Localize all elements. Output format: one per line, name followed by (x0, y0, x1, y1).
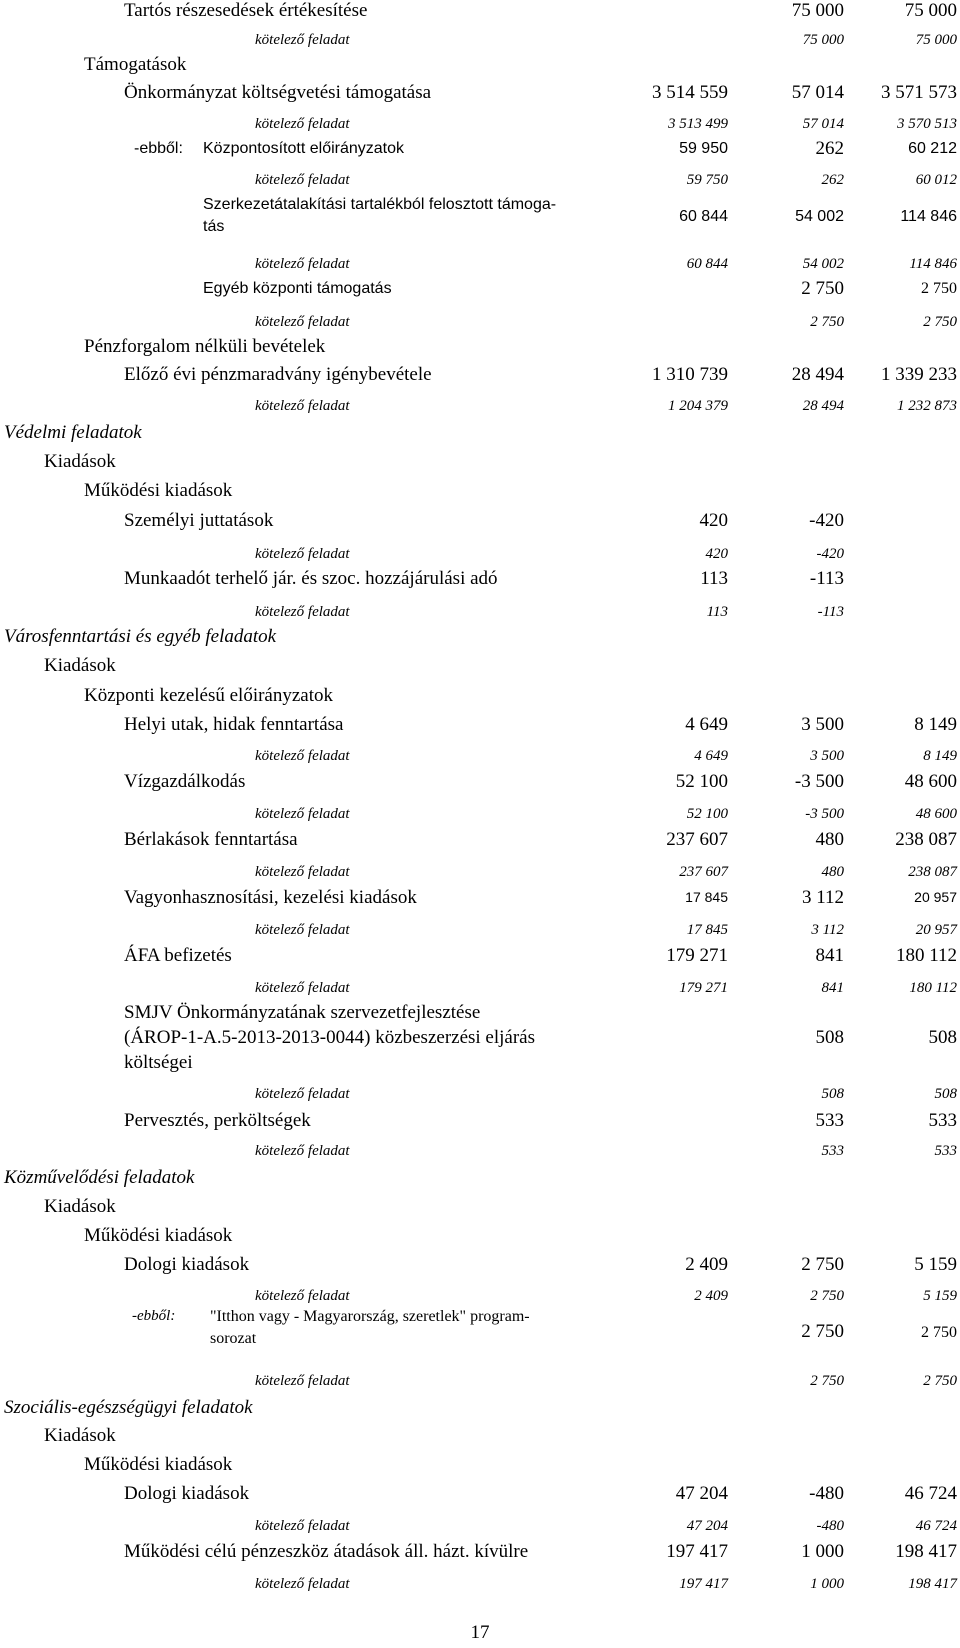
value-original: 47 204 (686, 1518, 728, 1534)
value-change: 533 (815, 1110, 844, 1131)
value-original: 4 649 (694, 748, 728, 764)
value-original: 17 845 (686, 922, 728, 938)
value-original: 113 (706, 604, 728, 620)
value-modified: 48 600 (904, 771, 957, 792)
row-label: Kiadások (44, 451, 116, 472)
value-modified: 2 750 (923, 1373, 957, 1389)
row-label: kötelező feladat (255, 748, 350, 764)
value-original: 2 409 (685, 1254, 728, 1275)
value-original: 179 271 (666, 945, 728, 966)
row-label: Személyi juttatások (124, 510, 274, 531)
row-label: Vízgazdálkodás (124, 771, 246, 792)
value-original: 420 (705, 546, 728, 562)
row-label: Védelmi feladatok (4, 422, 142, 443)
row-label: kötelező feladat (255, 172, 350, 188)
value-change: 3 500 (810, 748, 844, 764)
value-original: 59 750 (686, 172, 728, 188)
value-change: 1 000 (810, 1576, 844, 1592)
value-change: 57 014 (791, 82, 844, 103)
value-original: 1 310 739 (652, 364, 728, 385)
table-row (0, 1308, 960, 1356)
row-label: kötelező feladat (255, 256, 350, 272)
value-modified: 60 012 (915, 172, 957, 188)
value-original: 60 844 (679, 208, 728, 225)
value-change: 75 000 (791, 0, 844, 21)
value-modified: 2 750 (921, 1324, 957, 1341)
value-original: 3 514 559 (652, 82, 728, 103)
value-modified: 2 750 (921, 280, 957, 297)
value-modified: 75 000 (904, 0, 957, 21)
value-change: 28 494 (791, 364, 844, 385)
value-original: 237 607 (666, 829, 728, 850)
value-modified: 3 571 573 (881, 82, 957, 103)
table-row (0, 1002, 960, 1078)
value-modified: 75 000 (915, 32, 957, 48)
row-label: kötelező feladat (255, 314, 350, 330)
row-label: kötelező feladat (255, 1373, 350, 1389)
row-label: Támogatások (84, 54, 187, 75)
value-original: 59 950 (679, 140, 728, 157)
value-original: 2 409 (694, 1288, 728, 1304)
row-label-line-3: költségei (124, 1052, 193, 1073)
row-label: kötelező feladat (255, 1143, 350, 1159)
value-change: 2 750 (810, 1373, 844, 1389)
value-change: -113 (817, 604, 844, 620)
row-label: Központosított előirányzatok (203, 140, 405, 157)
value-change: 57 014 (802, 116, 844, 132)
value-original: 60 844 (686, 256, 728, 272)
row-label: kötelező feladat (255, 116, 350, 132)
row-label: Dologi kiadások (124, 1483, 250, 1504)
value-modified: 60 212 (908, 140, 957, 157)
value-change: 3 112 (801, 887, 844, 908)
value-modified: 508 (934, 1086, 957, 1102)
value-change: -3 500 (794, 771, 844, 792)
value-change: -420 (816, 546, 844, 562)
row-label-line-2: tás (203, 218, 225, 235)
row-label: kötelező feladat (255, 806, 350, 822)
row-label: Pervesztés, perköltségek (124, 1110, 311, 1131)
row-label: kötelező feladat (255, 546, 350, 562)
value-original: 17 845 (685, 889, 728, 905)
value-change: 2 750 (801, 278, 844, 299)
value-change: -3 500 (805, 806, 844, 822)
value-change: 2 750 (810, 314, 844, 330)
row-label: Működési kiadások (84, 480, 233, 501)
value-modified: 114 846 (909, 256, 957, 272)
table-row (0, 196, 960, 242)
value-modified: 114 846 (900, 208, 957, 225)
row-label: Tartós részesedések értékesítése (124, 0, 368, 21)
value-original: 47 204 (675, 1483, 728, 1504)
row-label: kötelező feladat (255, 604, 350, 620)
row-label: kötelező feladat (255, 980, 350, 996)
row-label: Városfenntartási és egyéb feladatok (4, 626, 277, 647)
row-label: Kiadások (44, 655, 116, 676)
value-change: -420 (809, 510, 844, 531)
value-modified: 180 112 (909, 980, 957, 996)
value-change: 480 (815, 829, 844, 850)
value-change: -480 (809, 1483, 844, 1504)
value-modified: 8 149 (923, 748, 957, 764)
row-label-line-2: (ÁROP-1-A.5-2013-2013-0044) közbeszerzési eljárás (124, 1027, 536, 1048)
value-original: 113 (700, 568, 728, 589)
page-number: 17 (470, 1622, 490, 1643)
value-modified: 1 339 233 (881, 364, 957, 385)
row-label: Szociális-egészségügyi feladatok (4, 1397, 253, 1418)
value-modified: 2 750 (923, 314, 957, 330)
value-modified: 238 087 (895, 829, 957, 850)
row-label: Működési kiadások (84, 1225, 233, 1246)
value-change: 75 000 (802, 32, 844, 48)
ebbol-prefix: -ebből: (132, 1308, 176, 1324)
value-change: 3 500 (801, 714, 844, 735)
value-original: 52 100 (675, 771, 728, 792)
row-label: Dologi kiadások (124, 1254, 250, 1275)
row-label: Előző évi pénzmaradvány igénybevétele (124, 364, 432, 385)
row-label: Helyi utak, hidak fenntartása (124, 714, 344, 735)
value-modified: 1 232 873 (897, 398, 957, 414)
value-modified: 198 417 (895, 1541, 957, 1562)
value-change: 841 (821, 980, 844, 996)
row-label: Önkormányzat költségvetési támogatása (124, 82, 432, 103)
ebbol-prefix: -ebből: (134, 140, 183, 157)
value-change: 54 002 (795, 208, 844, 225)
value-modified: 46 724 (904, 1483, 957, 1504)
row-label-line-1: Szerkezetátalakítási tartalékból felosztott támoga- (203, 196, 557, 213)
value-change: 54 002 (802, 256, 844, 272)
row-label: Vagyonhasznosítási, kezelési kiadások (124, 887, 417, 908)
value-modified: 238 087 (908, 864, 957, 880)
value-modified: 20 957 (914, 889, 957, 905)
value-change: 841 (815, 945, 844, 966)
row-label: Működési kiadások (84, 1454, 233, 1475)
value-change: -113 (809, 568, 844, 589)
row-label: kötelező feladat (255, 398, 350, 414)
value-original: 1 204 379 (668, 398, 728, 414)
value-change: 2 750 (810, 1288, 844, 1304)
value-change: 508 (821, 1086, 844, 1102)
value-change: 508 (815, 1027, 844, 1048)
value-modified: 3 570 513 (897, 116, 957, 132)
row-label: kötelező feladat (255, 1086, 350, 1102)
value-modified: 533 (934, 1143, 957, 1159)
value-original: 4 649 (685, 714, 728, 735)
value-modified: 533 (928, 1110, 957, 1131)
value-change: 480 (821, 864, 844, 880)
value-change: 533 (821, 1143, 844, 1159)
row-label: Működési célú pénzeszköz átadások áll. házt. kívülre (124, 1541, 529, 1562)
value-change: 1 000 (801, 1541, 844, 1562)
value-change: 28 494 (802, 398, 844, 414)
row-label-line-1: SMJV Önkormányzatának szervezetfejlesztése (124, 1002, 481, 1023)
value-modified: 48 600 (915, 806, 957, 822)
value-modified: 180 112 (895, 945, 957, 966)
row-label: Kiadások (44, 1196, 116, 1217)
row-label: kötelező feladat (255, 1518, 350, 1534)
value-original: 197 417 (666, 1541, 728, 1562)
value-original: 237 607 (679, 864, 728, 880)
row-label: kötelező feladat (255, 1576, 350, 1592)
value-original: 420 (699, 510, 728, 531)
row-label: Pénzforgalom nélküli bevételek (84, 336, 326, 357)
row-label: kötelező feladat (255, 32, 350, 48)
value-change: 3 112 (811, 922, 844, 938)
value-original: 52 100 (686, 806, 728, 822)
value-modified: 5 159 (914, 1254, 957, 1275)
row-label: kötelező feladat (255, 1288, 350, 1304)
row-label: Kiadások (44, 1425, 116, 1446)
value-modified: 8 149 (914, 714, 957, 735)
value-change: 262 (821, 172, 844, 188)
value-change: -480 (816, 1518, 844, 1534)
row-label: Központi kezelésű előirányzatok (84, 685, 334, 706)
row-label: kötelező feladat (255, 864, 350, 880)
row-label: kötelező feladat (255, 922, 350, 938)
row-label-line-1: "Itthon vagy - Magyarország, szeretlek" program- (210, 1308, 530, 1325)
value-modified: 20 957 (915, 922, 957, 938)
value-original: 179 271 (679, 980, 728, 996)
row-label-line-2: sorozat (210, 1330, 257, 1347)
value-change: 2 750 (801, 1321, 844, 1342)
value-original: 197 417 (679, 1576, 728, 1592)
row-label: Közművelődési feladatok (4, 1167, 195, 1188)
value-modified: 46 724 (915, 1518, 957, 1534)
row-label: Munkaadót terhelő jár. és szoc. hozzájárulási adó (124, 568, 498, 589)
value-modified: 5 159 (923, 1288, 957, 1304)
value-change: 2 750 (801, 1254, 844, 1275)
row-label: Egyéb központi támogatás (203, 280, 392, 297)
row-label: Bérlakások fenntartása (124, 829, 298, 850)
value-modified: 198 417 (908, 1576, 957, 1592)
value-modified: 508 (928, 1027, 957, 1048)
row-label: ÁFA befizetés (124, 945, 232, 966)
value-change: 262 (815, 138, 844, 159)
value-original: 3 513 499 (668, 116, 728, 132)
